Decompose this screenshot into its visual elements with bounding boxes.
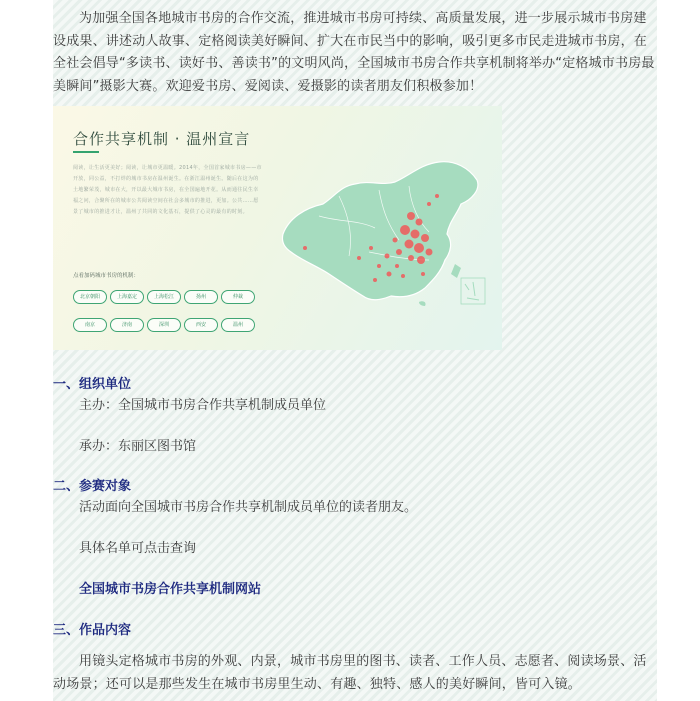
org-host: 主办：全国城市书房合作共享机制成员单位 [79,398,327,413]
city-button[interactable]: 深圳 [147,318,181,332]
banner-image [53,106,502,350]
banner-description: 阅读，让生活更美好；阅读，让城市更温暖。2014年，全国首家城市书房——市开放，同公益，不打烊的城市书房在温州诞生。在浙江温州诞生。随后在这为的土地繁荣茂，城市在大，开以最大城市书房，在全国遍地开花。从而通往民生幸福之问，合聚所在的城市公共阅读空间在社会多城市的推进，更加。公共……愿景了城市的推进才让，温州了共同的文化基石，提供了心灵的最有的时刻。 [73,165,262,215]
participants-text: 活动面向全国城市书房合作共享机制成员单位的读者朋友。 [79,500,418,515]
banner-title: 合作共享机制 · 温州宣言 [73,130,251,148]
china-map-icon [279,156,489,306]
city-button[interactable]: 西安 [184,318,218,332]
org-organizer: 承办：东丽区图书馆 [79,439,197,454]
network-website-link[interactable]: 全国城市书房合作共享机制网站 [79,582,262,597]
section-heading-participants: 二、参赛对象 [53,479,132,494]
city-button[interactable]: 上海嘉定 [110,290,144,304]
city-button[interactable]: 南京 [73,318,107,332]
content-paragraph: 用镜头定格城市书房的外观、内景，城市书房里的图书、读者、工作人员、志愿者、阅读场景、活动场景；还可以是那些发生在城市书房里生动、有趣、独特、感人的美好瞬间，皆可入镜。 [53,654,647,692]
city-list [73,283,263,339]
section-heading-content: 三、作品内容 [53,623,132,638]
city-button[interactable]: 扬州 [184,290,218,304]
city-button[interactable]: 仲裁 [221,290,255,304]
city-button[interactable]: 济南 [110,318,144,332]
city-button[interactable]: 上海松江 [147,290,181,304]
section-heading-org: 一、组织单位 [53,377,132,392]
city-button[interactable]: 温州 [221,318,255,332]
participants-query-text: 具体名单可点击查询 [79,541,197,556]
banner-title-underline [73,151,99,153]
banner-view-label: 点看加码城市书房的机制： [73,273,140,279]
intro-paragraph: 为加强全国各地城市书房的合作交流，推进城市书房可持续、高质量发展，进一步展示城市书房建设成果、讲述动人故事、定格阅读美好瞬间、扩大在市民当中的影响，吸引更多市民走进城市书房，在全社会倡导“多读书、读好书、善读书”的文明风尚，全国城市书房合作共享机制将举办“定格城市书房最美瞬间”摄影大赛。欢迎爱书房、爱阅读、爱摄影的读者朋友们积极参加！ [53,11,655,94]
city-button[interactable]: 北京朝阳 [73,290,107,304]
